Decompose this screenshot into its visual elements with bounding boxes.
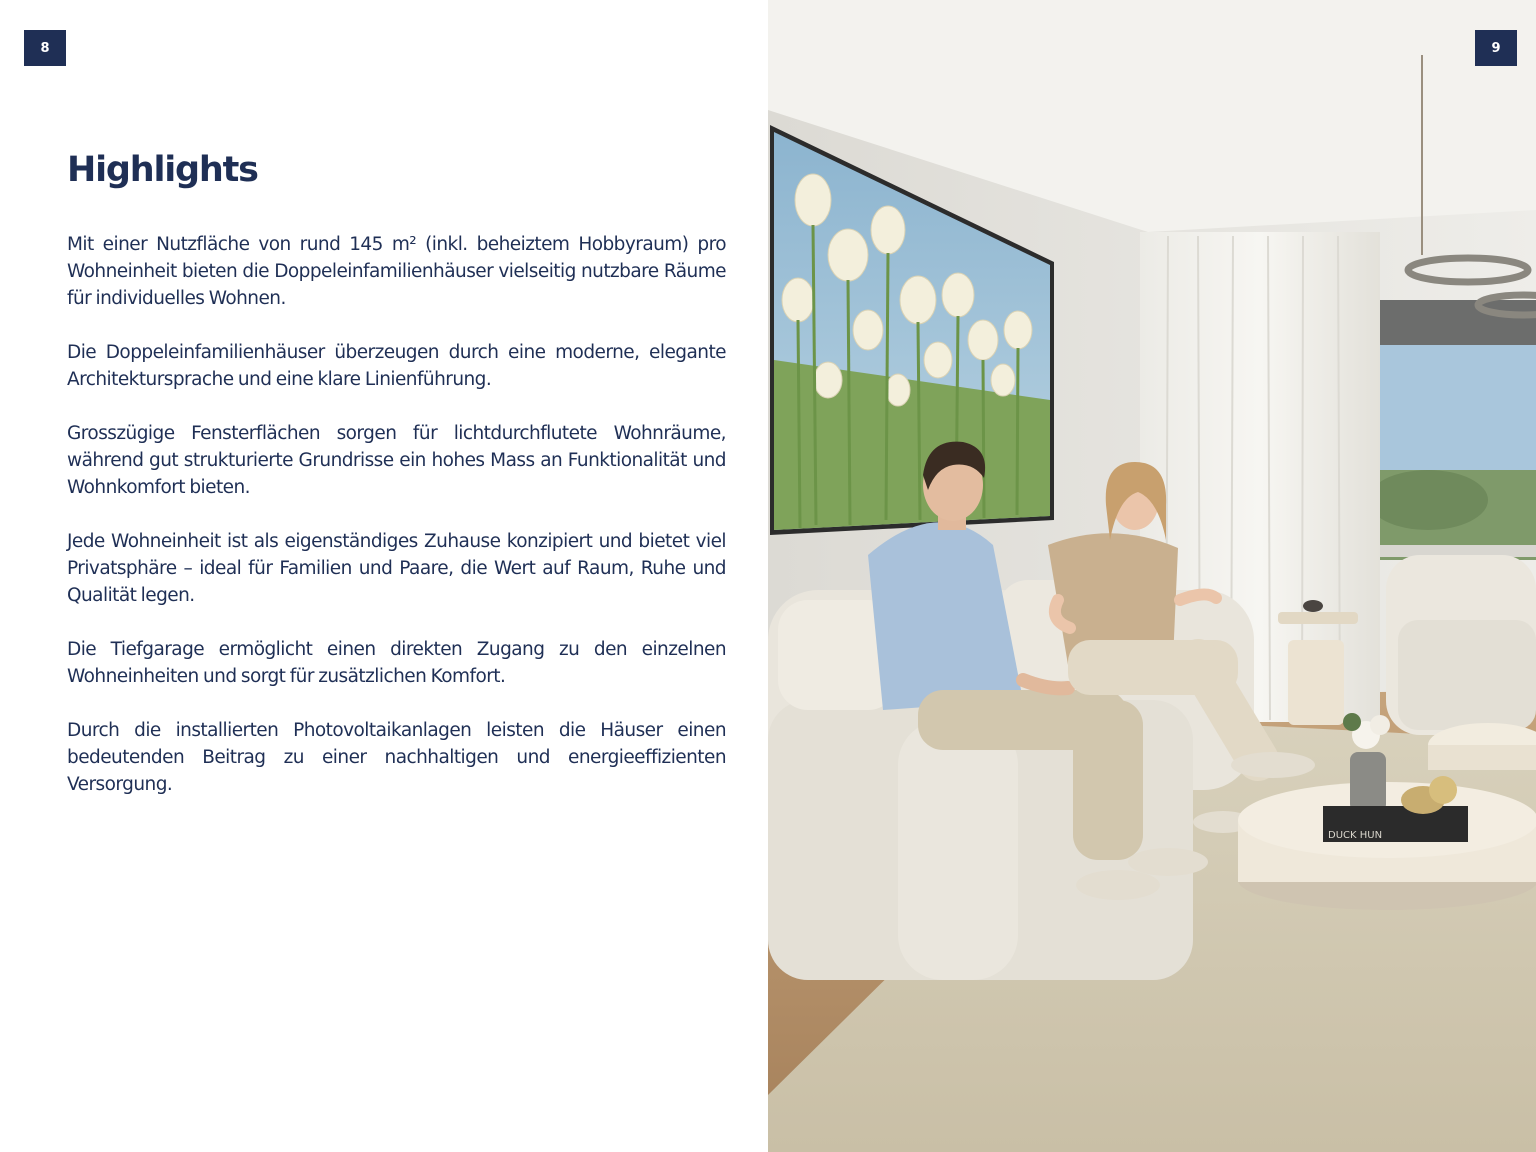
paragraph-usable-area: Mit einer Nutzfläche von rund 145 m² (inkl. beheiztem Hobbyraum) pro Wohneinheit bieten die Doppeleinfamilienhäuser vielseitig nutzbare Räume für individuelles Wohnen. bbox=[67, 234, 726, 309]
paragraph-architecture: Die Doppeleinfamilienhäuser überzeugen durch eine moderne, elegante Architektursprache und eine klare Linienführung. bbox=[67, 342, 726, 390]
book-title: DUCK HUN bbox=[1328, 830, 1383, 841]
highlights-title: Highlights bbox=[67, 150, 258, 190]
right-page bbox=[768, 0, 1536, 1152]
side-table bbox=[1288, 640, 1344, 725]
paragraph-garage: Die Tiefgarage ermöglicht einen direkten Zugang zu den einzelnen Wohneinheiten und sorgt für zusätzlichen Komfort. bbox=[67, 639, 726, 687]
highlights-body bbox=[67, 231, 726, 825]
page-number-left: 8 bbox=[24, 30, 66, 66]
flower-vase bbox=[1350, 752, 1386, 812]
paragraph-privacy: Jede Wohneinheit ist als eigenständiges Zuhause konzipiert und bietet viel Privatsphäre – ideal für Familien und Paare, die Wert auf Raum, Ruhe und Qualität legen. bbox=[67, 531, 726, 606]
living-room-photo bbox=[768, 0, 1536, 1152]
page-number-right: 9 bbox=[1475, 30, 1517, 66]
paragraph-photovoltaics: Durch die installierten Photovoltaikanlagen leisten die Häuser einen bedeutenden Beitrag zu einer nachhaltigen und energieeffizienten Versorgung. bbox=[67, 720, 726, 795]
paragraph-windows: Grosszügige Fensterflächen sorgen für lichtdurchflutete Wohnräume, während gut strukturierte Grundrisse ein hohes Mass an Funktionalität und Wohnkomfort bieten. bbox=[67, 423, 726, 498]
